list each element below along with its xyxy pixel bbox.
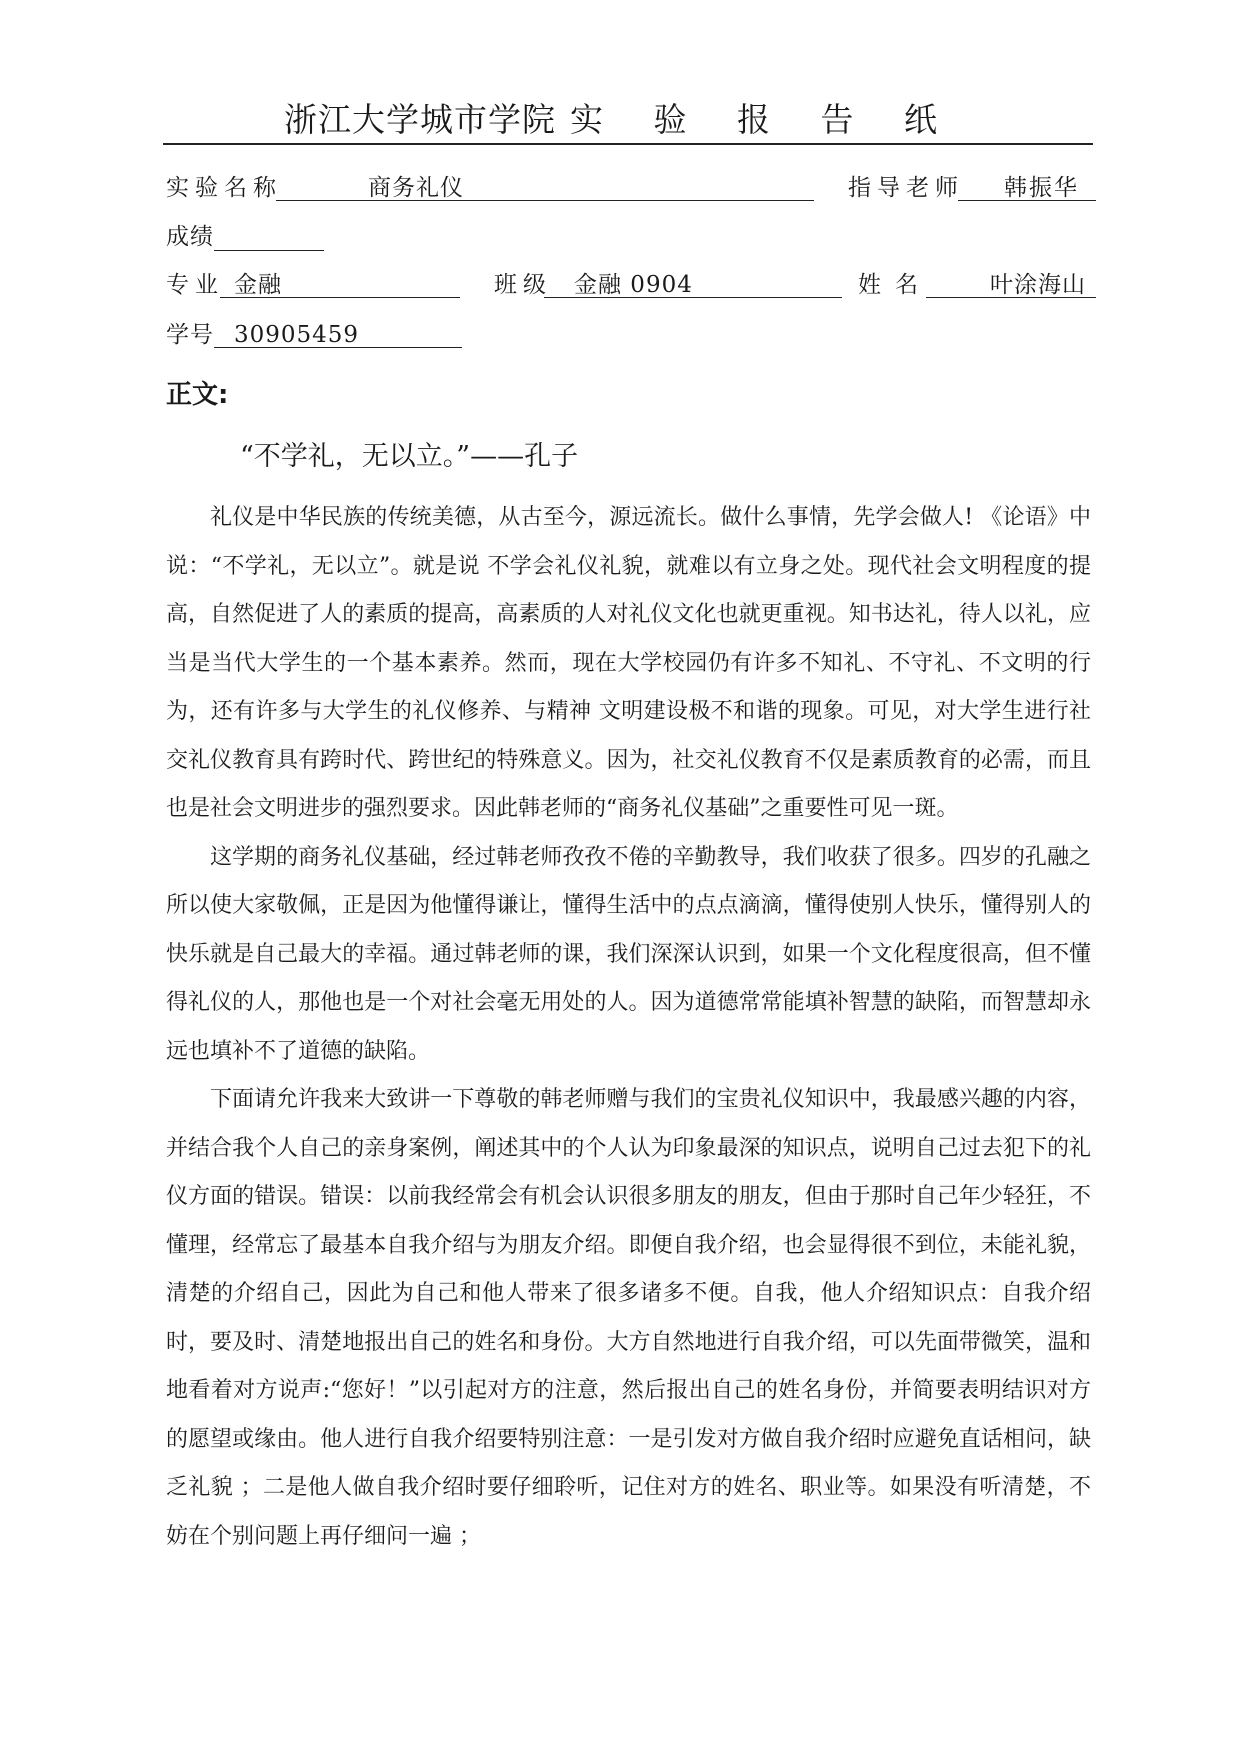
school-name: 浙江大学城市学院 <box>284 100 557 139</box>
class-label: 班级 <box>494 272 552 298</box>
name-label: 姓名 <box>858 272 932 298</box>
major-field: 金融 <box>220 268 460 298</box>
major-label: 专业 <box>166 272 224 298</box>
student-info-row <box>166 268 1096 302</box>
paragraph: 礼仪是中华民族的传统美德，从古至今，源远流长。做什么事情，先学会做人! 《论语》中说：“不学礼，无以立”。就是说 不学会礼仪礼貌，就难以有立身之处。现代社会文明程度的提高，自然促进了人的素质的提高，高素质的人对礼仪文化也就更重视。知书达礼，待人以礼，应当是当代大学生的一个基本素养。然而，现在大学校园仍有许多不知礼、不守礼、不文明的行为，还有许多与大学生的礼仪修养、与精神 文明建设极不和谐的现象。可见，对大学生进行社交礼仪教育具有跨时代、跨世纪的特殊意义。因为，社交礼仪教育不仅是素质教育的必需，而且也是社会文明进步的强烈要求。因此韩老师的“商务礼仪基础”之重要性可见一斑。 <box>166 505 1091 821</box>
grade-row <box>166 220 466 254</box>
student-id-field: 30905459 <box>214 318 462 348</box>
student-id-label: 学号 <box>166 322 214 348</box>
title-divider <box>163 143 1093 145</box>
grade-field <box>214 220 324 251</box>
experiment-name-field: 商务礼仪 <box>276 171 814 201</box>
experiment-name-label: 实验名称 <box>166 175 282 201</box>
body-text <box>166 494 1091 1561</box>
paragraph: 这学期的商务礼仪基础，经过韩老师孜孜不倦的辛勤教导，我们收获了很多。四岁的孔融之所以使大家敬佩，正是因为他懂得谦让，懂得生活中的点点滴滴，懂得使别人快乐，懂得别人的快乐就是自己最大的幸福。通过韩老师的课，我们深深认识到，如果一个文化程度很高，但不懂得礼仪的人，那他也是一个对社会毫无用处的人。因为道德常常能填补智慧的缺陷，而智慧却永远也填补不了道德的缺陷。 <box>166 844 1091 1064</box>
grade-label: 成绩 <box>166 224 214 250</box>
class-field: 金融 0904 <box>544 268 842 298</box>
section-heading: 正文: <box>166 380 229 410</box>
quote: “不学礼，无以立。”——孔子 <box>240 441 579 472</box>
paragraph: 下面请允许我来大致讲一下尊敬的韩老师赠与我们的宝贵礼仪知识中，我最感兴趣的内容，并结合我个人自己的亲身案例，阐述其中的个人认为印象最深的知识点，说明自己过去犯下的礼仪方面的错误。错误：以前我经常会有机会认识很多朋友的朋友，但由于那时自己年少轻狂，不懂理，经常忘了最基本自我介绍与为朋友介绍。即便自我介绍，也会显得很不到位，未能礼貌，清楚的介绍自己，因此为自己和他人带来了很多诸多不便。自我，他人介绍知识点：自我介绍时，要及时、清楚地报出自己的姓名和身份。大方自然地进行自我介绍，可以先面带微笑，温和地看着对方说声:“您好！”以引起对方的注意，然后报出自己的姓名身份，并简要表明结识对方的愿望或缘由。他人进行自我介绍要特别注意：一是引发对方做自我介绍时应避免直话相问，缺乏礼貌 ；二是他人做自我介绍时要仔细聆听，记住对方的姓名、职业等。如果没有听清楚，不妨在个别问题上再仔细问一遍 ； <box>166 1087 1091 1549</box>
page-title <box>0 96 1241 144</box>
report-title: 实 验 报 告 纸 <box>570 100 957 139</box>
instructor-field: 韩振华 <box>958 171 1096 201</box>
student-id-row <box>166 318 466 352</box>
name-field: 叶涂海山 <box>926 268 1096 298</box>
experiment-row <box>166 171 1096 205</box>
instructor-label: 指导老师 <box>848 175 964 201</box>
